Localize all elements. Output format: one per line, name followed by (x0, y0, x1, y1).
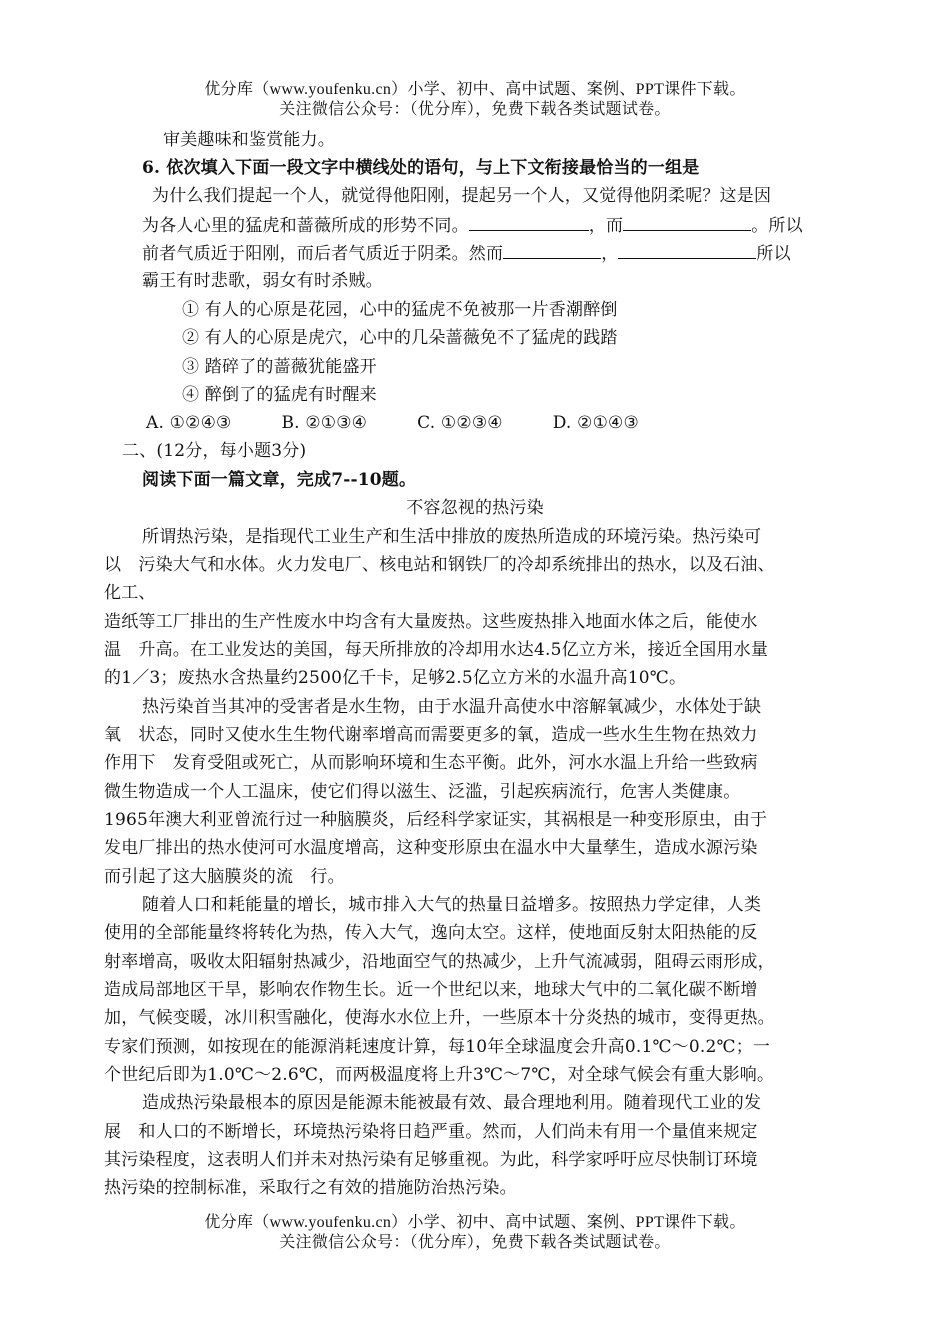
article-line: 所谓热污染，是指现代工业生产和生活中排放的废热所造成的环境污染。热污染可 (142, 527, 762, 547)
question-6-passage-line-1: 为什么我们提起一个人，就觉得他阳刚，提起另一个人，又觉得他阴柔呢？这是因 (152, 186, 772, 206)
section-2-instruction: 阅读下面一篇文章，完成7--10题。 (142, 470, 417, 490)
header-line-1: 优分库（www.youfenku.cn）小学、初中、高中试题、案例、PPT课件下载。 (204, 81, 746, 98)
article-line: 射率增高，吸收太阳辐射热减少，沿地面空气的热减少，上升气流减弱，阻碍云雨形成， (104, 952, 775, 972)
article-line: 1965年澳大利亚曾流行过一种脑膜炎，后经科学家证实，其祸根是一种变形原虫，由于 (104, 810, 768, 830)
article-line: 温 升高。在工业发达的美国，每天所排放的冷却用水达4.5亿立方米，接近全国用水量 (104, 640, 769, 660)
article-line: 作用下 发育受阻或死亡，从而影响环境和生态平衡。此外，河水水温上升给一些致病 (104, 753, 758, 773)
article-line: 的1／3；废热水含热量约2500亿千卡，足够2.5亿立方米的水温升高10℃。 (104, 668, 687, 688)
article-title: 不容忽视的热污染 (406, 498, 544, 518)
question-6-options (146, 411, 689, 435)
header-line-2: 关注微信公众号：（优分库），免费下载各类试题试卷。 (279, 101, 671, 118)
article-line: 随着人口和耗能量的增长，城市排入大气的热量日益增多。按照热力学定律，人类 (142, 895, 762, 915)
question-6-passage-line-3 (142, 241, 791, 266)
article-line: 个世纪后即为1.0℃～2.6℃，而两极温度将上升3℃～7℃，对全球气候会有重大影响。 (104, 1065, 775, 1085)
article-line: 造纸等工厂排出的生产性废水中均含有大量废热。这些废热排入地面水体之后，能使水 (104, 612, 758, 632)
footer-line-1: 优分库（www.youfenku.cn）小学、初中、高中试题、案例、PPT课件下载。 (204, 1214, 746, 1231)
article-line: 而引起了这大脑膜炎的流 行。 (104, 867, 345, 887)
question-6-item: ② 有人的心原是虎穴，心中的几朵蔷薇免不了猛虎的践踏 (182, 328, 618, 348)
question-6-item: ① 有人的心原是花园，心中的猛虎不免被那一片香潮醉倒 (182, 300, 618, 320)
passage-text: 前者气质近于阳刚，而后者气质近于阴柔。然而 (142, 244, 504, 264)
article-line: 微生物造成一个人工温床，使它们得以滋生、泛滥，引起疾病流行，危害人类健康。 (104, 782, 741, 802)
question-6-passage-line-4: 霸王有时悲歌，弱女有时杀贼。 (142, 271, 383, 291)
fill-blank-2 (623, 213, 751, 231)
fill-blank-4 (618, 241, 756, 259)
section-2-heading: 二、(12分，每小题3分) (122, 441, 307, 461)
article-line: 化工、 (104, 583, 156, 603)
article-line: 其污染程度，这表明人们并未对热污染有足够重视。为此，科学家呼吁应尽快制订环境 (104, 1150, 758, 1170)
question-6-stem: 6. 依次填入下面一段文字中横线处的语句，与上下文衔接最恰当的一组是 (142, 158, 700, 178)
article-line: 造成热污染最根本的原因是能源未能被最有效、最合理地利用。随着现代工业的发 (142, 1093, 762, 1113)
fill-blank-1 (469, 213, 589, 231)
passage-text: ， (601, 244, 619, 264)
passage-text: 。所以 (751, 216, 803, 236)
question-6-passage-line-2 (142, 213, 803, 238)
passage-text: 为各人心里的猛虎和蔷薇所成的形势不同。 (142, 216, 469, 236)
carryover-text: 审美趣味和鉴赏能力。 (163, 130, 335, 150)
option-b: B. ②①③④ (281, 413, 368, 433)
footer-line-2: 关注微信公众号：（优分库），免费下载各类试题试卷。 (279, 1234, 671, 1251)
option-a: A. ①②④③ (146, 413, 232, 433)
article-line: 发电厂排出的热水使河可水温度增高，这种变形原虫在温水中大量孳生，造成水源污染 (104, 838, 758, 858)
article-line: 氧 状态，同时又使水生生物代谢率增高而需要更多的氧，造成一些水生生物在热效力 (104, 725, 758, 745)
question-6-item: ④ 醉倒了的猛虎有时醒来 (182, 385, 377, 405)
question-6-item: ③ 踏碎了的蔷薇犹能盛开 (182, 357, 377, 377)
article-line: 加，气候变暖，冰川积雪融化，使海水水位上升，一些原本十分炎热的城市，变得更热。 (104, 1008, 775, 1028)
passage-text: 所以 (756, 244, 791, 264)
article-line: 专家们预测，如按现在的能源消耗速度计算，每10年全球温度会升高0.1℃～0.2℃；一 (104, 1037, 771, 1057)
fill-blank-3 (503, 241, 601, 259)
article-line: 热污染首当其冲的受害者是水生物，由于水温升高使水中溶解氧减少，水体处于缺 (142, 697, 762, 717)
article-line: 展 和人口的不断增长，环境热污染将日趋严重。然而，人们尚未有用一个量值来规定 (104, 1122, 758, 1142)
passage-text: ，而 (588, 216, 624, 236)
article-line: 造成局部地区干旱，影响农作物生长。近一个世纪以来，地球大气中的二氧化碳不断增 (104, 980, 758, 1000)
option-c: C. ①②③④ (417, 413, 503, 433)
article-line: 热污染的控制标准，采取行之有效的措施防治热污染。 (104, 1178, 517, 1198)
option-d: D. ②①④③ (552, 413, 639, 433)
article-line: 以 污染大气和水体。火力发电厂、核电站和钢铁厂的冷却系统排出的热水，以及石油、 (104, 555, 775, 575)
article-line: 使用的全部能量终将转化为热，传入大气，逸向太空。这样，使地面反射太阳热能的反 (104, 923, 758, 943)
